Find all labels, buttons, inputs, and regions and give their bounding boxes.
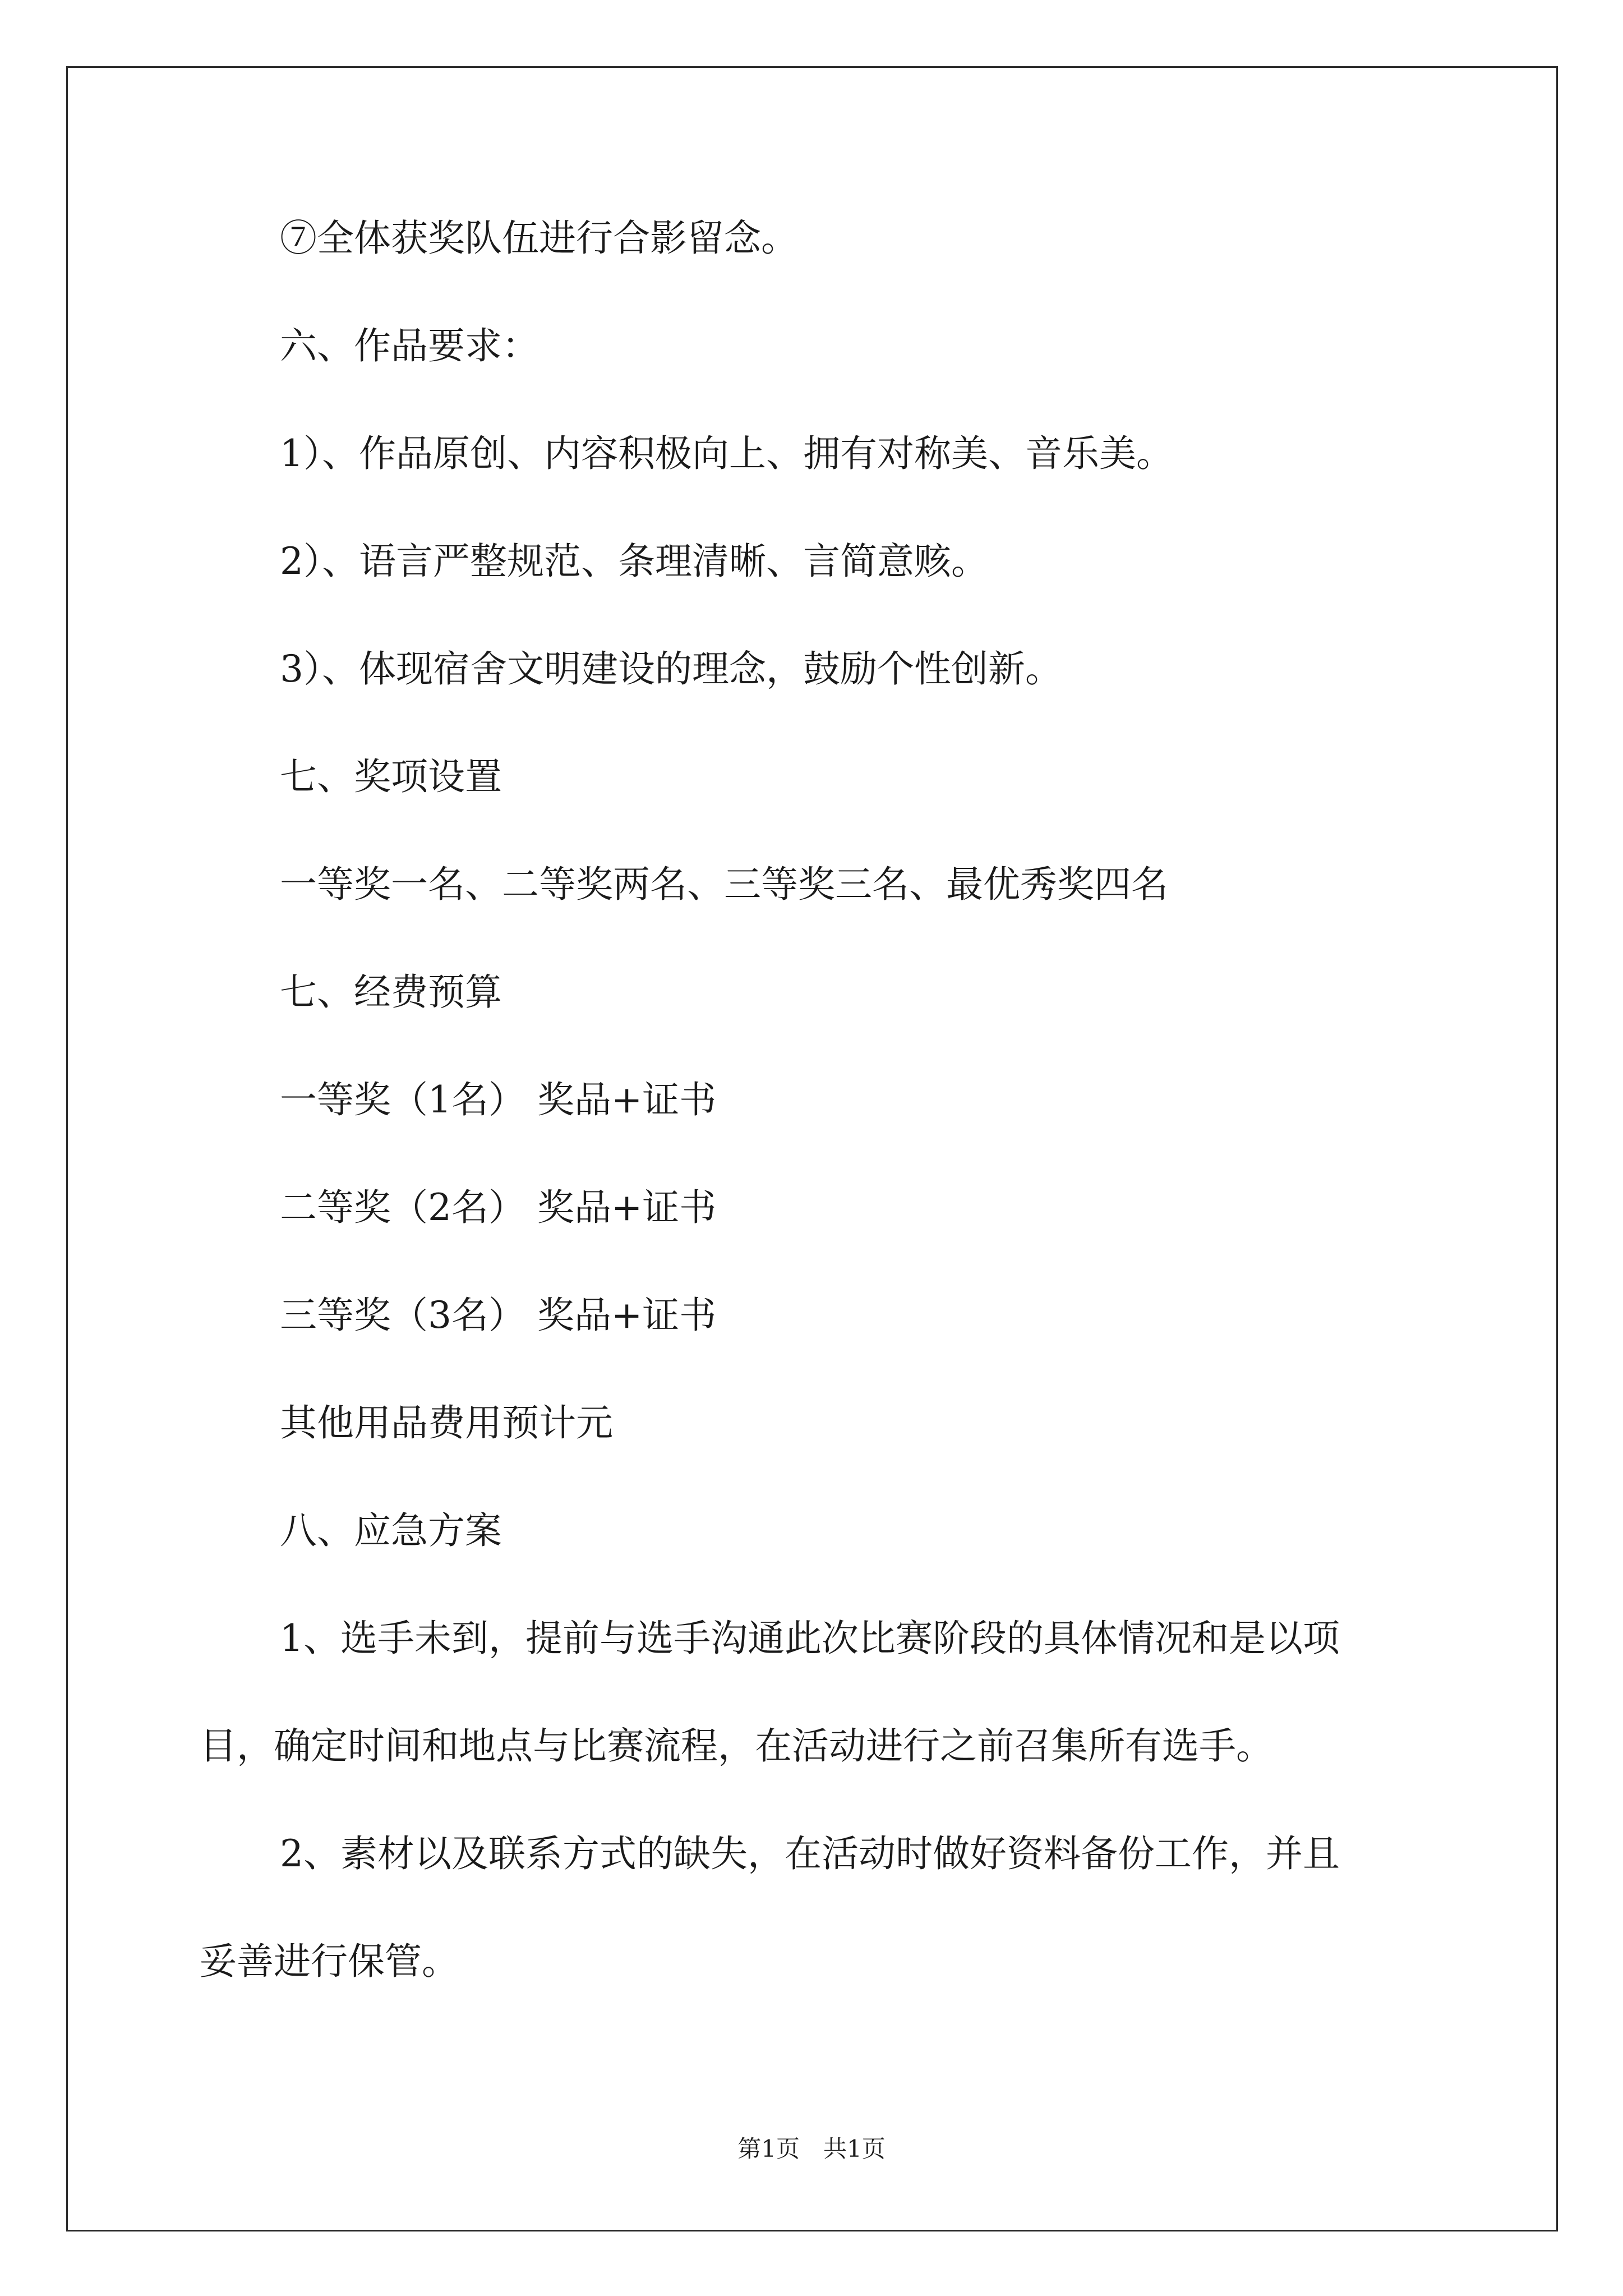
section-heading: 七、经费预算 <box>280 970 502 1014</box>
paragraph-line: 2、素材以及联系方式的缺失，在活动时做好资料备份工作，并且 <box>280 1832 1340 1875</box>
section-heading: 八、应急方案 <box>280 1509 502 1552</box>
paragraph <box>200 1832 1439 1983</box>
paragraph-line: 目，确定时间和地点与比赛流程，在活动进行之前召集所有选手。 <box>200 1724 1273 1768</box>
paragraph <box>200 1617 1439 1768</box>
list-item: 2）、语言严整规范、条理清晰、言简意赅。 <box>280 540 988 583</box>
section-heading: 六、作品要求： <box>280 324 539 367</box>
section-heading: 七、奖项设置 <box>280 755 502 798</box>
list-item: 1）、作品原创、内容积极向上、拥有对称美、音乐美。 <box>280 432 1173 475</box>
page-footer: 第1页 共1页 <box>737 2135 886 2162</box>
document-body <box>200 217 1439 2051</box>
budget-item: 其他用品费用预计元 <box>280 1401 613 1444</box>
paragraph-line: 1、选手未到，提前与选手沟通此次比赛阶段的具体情况和是以项 <box>280 1617 1340 1660</box>
budget-item: 一等奖（1名） 奖品+证书 <box>280 1078 717 1121</box>
paragraph-line: 妥善进行保管。 <box>200 1940 459 1983</box>
list-item: 3）、体现宿舍文明建设的理念，鼓励个性创新。 <box>280 647 1062 691</box>
paragraph: 一等奖一名、二等奖两名、三等奖三名、最优秀奖四名 <box>280 863 1168 906</box>
budget-item: 三等奖（3名） 奖品+证书 <box>280 1294 717 1337</box>
budget-item: 二等奖（2名） 奖品+证书 <box>280 1186 717 1229</box>
paragraph: ⑦全体获奖队伍进行合影留念。 <box>280 217 798 260</box>
